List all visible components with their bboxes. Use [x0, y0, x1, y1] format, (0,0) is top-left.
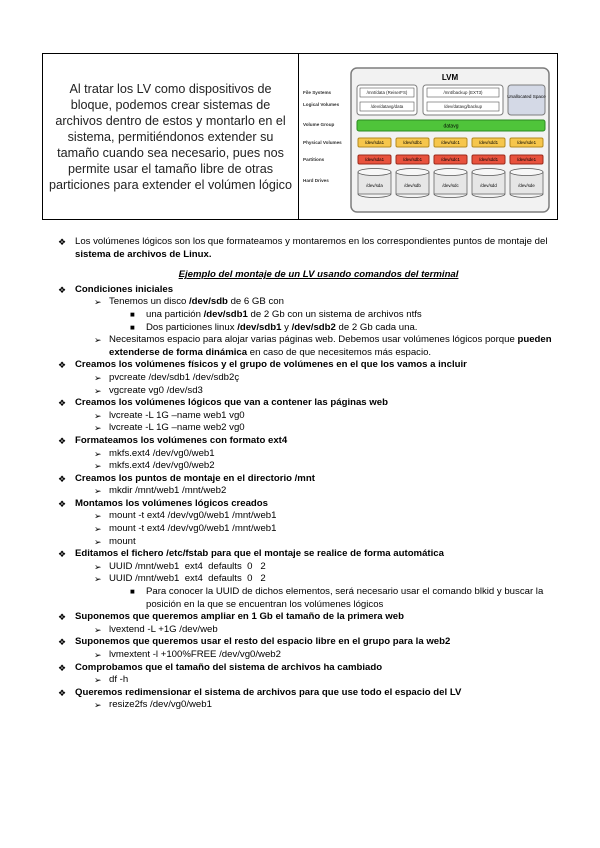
physical-volume-label-2: /dev/sdc1	[441, 140, 460, 146]
step-title: ❖ Creamos los volúmenes lógicos que van a contener las páginas web	[58, 397, 388, 409]
arrow-bullet-icon: ➢	[94, 650, 102, 660]
arrow-bullet-icon: ➢	[94, 486, 102, 497]
fs-data-label: /mnt/data (ReiserFS)	[366, 90, 408, 95]
arrow-bullet-icon: ➢	[94, 448, 102, 459]
arrow-bullet-icon: ➢	[94, 624, 102, 635]
step-command: ➢ lvcreate -L 1G –name web2 vg0	[94, 422, 245, 434]
step-title: ❖ Comprobamos que el tamaño del sistema de archivos ha cambiado	[58, 661, 383, 673]
section-title: Ejemplo del montaje de un LV usando comandos del terminal	[178, 269, 459, 281]
step-command: ➢ lvcreate -L 1G –name web1 vg0	[94, 409, 245, 421]
step-command: ➢ df -h	[94, 674, 129, 686]
diamond-bullet-icon: ❖	[58, 473, 67, 484]
pv-row	[358, 138, 543, 147]
arrow-bullet-icon: ➢	[94, 536, 102, 547]
step-command: ➢ mkfs.ext4 /dev/vg0/web2	[94, 460, 215, 472]
volume-group-label: datavg	[443, 123, 459, 130]
step-title: ❖ Creamos los volúmenes físicos y el grupo de volúmenes en el que los vamos a incluir	[58, 359, 467, 371]
arrow-bullet-icon: ➢	[94, 461, 102, 472]
step-command: ➢ lvmextent -l +100%FREE /dev/vg0/web2	[94, 649, 281, 660]
diamond-bullet-icon: ❖	[58, 549, 67, 560]
diamond-bullet-icon: ❖	[58, 360, 67, 371]
intro-box-text: Al tratar los LV como dispositivos de bloque, podemos crear sistemas de archivos dentro de estos y montarlo en el sistema, permitiéndonos extender su tamaño cuando sea necesario, pues nos permite usar el tamaño libre de otras particiones para extender el volúmen lógico	[49, 81, 292, 192]
diamond-bullet-icon: ❖	[58, 284, 67, 295]
step-title: ❖ Suponemos que queremos usar el resto del espacio libre en el grupo para la web2	[58, 636, 451, 648]
row-label-physical-volumes: Physical Volumes	[303, 140, 342, 145]
diamond-bullet-icon: ❖	[58, 498, 67, 509]
step-command: ➢ mkdir /mnt/web1 /mnt/web2	[94, 485, 227, 497]
arrow-bullet-icon: ➢	[94, 511, 102, 522]
drive-label-1: /dev/sdb	[404, 183, 421, 188]
step-command: ➢ mount -t ext4 /dev/vg0/web1 /mnt/web1	[94, 523, 277, 535]
drive-label-0: /dev/sda	[366, 183, 383, 188]
step-1-title: ❖ Condiciones iniciales	[58, 283, 174, 295]
step-command: ➢ lvextend -L +1G /dev/web	[94, 623, 218, 635]
row-label-filesystems: File Systems	[303, 90, 332, 95]
intro-box-text-cell	[43, 54, 299, 219]
partition-label-1: /dev/sdb1	[402, 157, 423, 163]
step-1-part-linux: ■ Dos particiones linux /dev/sdb1 y /dev/sdb2 de 2 Gb cada una.	[130, 321, 418, 333]
drive-label-2: /dev/sdc	[442, 183, 459, 188]
square-bullet-icon: ■	[130, 322, 135, 332]
square-bullet-icon: ■	[130, 587, 135, 597]
arrow-bullet-icon: ➢	[94, 574, 102, 585]
drive-label-4: /dev/sde	[518, 183, 535, 188]
step-command: ➢ vgcreate vg0 /dev/sd3	[94, 384, 203, 396]
step-title: ❖ Creamos los puntos de montaje en el directorio /mnt	[58, 472, 315, 484]
step-note: ■ Para conocer la UUID de dichos elementos, será necesario usar el comando blkid y buscar la posición en la que se encuentran los volúmenes lógicos	[130, 586, 544, 610]
main-content	[57, 236, 562, 712]
step-command: ➢ mount -t ext4 /dev/vg0/web1 /mnt/web1	[94, 510, 277, 522]
row-label-partitions: Partitions	[303, 157, 325, 162]
arrow-bullet-icon: ➢	[94, 372, 102, 383]
row-label-logical-volumes: Logical Volumes	[303, 102, 340, 107]
diamond-bullet-icon: ❖	[58, 398, 67, 409]
unallocated-label: Unallocated Space	[507, 94, 546, 99]
drive-row	[358, 169, 543, 198]
steps-list	[57, 359, 562, 712]
step-title: ❖ Suponemos que queremos ampliar en 1 Gb el tamaño de la primera web	[58, 611, 404, 623]
partition-label-0: /dev/sda1	[364, 157, 385, 163]
step-title: ❖ Formateamos los volúmenes con formato ext4	[58, 434, 288, 446]
intro-bullet: ❖ Los volúmenes lógicos son los que formateamos y montaremos en los correspondientes puntos de montaje del sistema de archivos de Linux.	[58, 236, 548, 260]
step-command: ➢ mkfs.ext4 /dev/vg0/web1	[94, 447, 215, 459]
physical-volume-label-3: /dev/sdd1	[478, 140, 499, 146]
step-title: ❖ Queremos redimensionar el sistema de archivos para que use todo el espacio del LV	[58, 686, 462, 698]
diamond-bullet-icon: ❖	[58, 662, 67, 673]
diamond-bullet-icon: ❖	[58, 637, 67, 648]
arrow-bullet-icon: ➢	[94, 297, 102, 308]
step-title: ❖ Editamos el fichero /etc/fstab para que el montaje se realice de forma automática	[58, 548, 444, 560]
fs-backup-label: /mnt/backup (EXT3)	[443, 90, 483, 95]
drive-label-3: /dev/sdd	[480, 183, 497, 188]
step-command: ➢ UUID /mnt/web1 ext4 defaults 0 2	[94, 560, 266, 572]
square-bullet-icon: ■	[130, 309, 135, 319]
lv-data-label: /dev/datavg/data	[370, 104, 404, 109]
arrow-bullet-icon: ➢	[94, 561, 102, 572]
lvm-title: LVM	[441, 73, 459, 82]
step-title: ❖ Montamos los volúmenes lógicos creados	[58, 497, 268, 509]
arrow-bullet-icon: ➢	[94, 385, 102, 396]
partition-label-3: /dev/sdd1	[478, 157, 499, 163]
step-1-disk: ➢ Tenemos un disco /dev/sdb de 6 GB con	[94, 296, 284, 308]
diamond-bullet-icon: ❖	[58, 612, 67, 623]
intro-box	[42, 53, 558, 220]
step-command: ➢ pvcreate /dev/sdb1 /dev/sdb2ç	[94, 371, 240, 383]
partition-label-4: /dev/sde1	[516, 157, 537, 163]
unallocated-box	[508, 85, 545, 115]
arrow-bullet-icon: ➢	[94, 700, 102, 711]
step-command: ➢ UUID /mnt/web1 ext4 defaults 0 2	[94, 573, 266, 585]
row-label-hard-drives: Hard Drives	[303, 178, 329, 183]
lv-backup-label: /dev/datavg/backup	[443, 104, 483, 109]
lvm-diagram	[301, 54, 557, 219]
arrow-bullet-icon: ➢	[94, 524, 102, 535]
step-command: ➢ resize2fs /dev/vg0/web1	[94, 699, 212, 711]
arrow-bullet-icon: ➢	[94, 423, 102, 434]
diamond-bullet-icon: ❖	[58, 435, 67, 446]
row-label-volume-group: Volume Group	[303, 122, 335, 127]
partition-row	[358, 155, 543, 164]
arrow-bullet-icon: ➢	[94, 675, 102, 686]
step-1-need: ➢ Necesitamos espacio para alojar varias páginas web. Debemos usar volúmenes lógicos porque pueden extenderse de forma dinámica en caso de que necesitemos más espacio.	[94, 334, 552, 358]
partition-label-2: /dev/sdc1	[441, 157, 460, 163]
diamond-bullet-icon: ❖	[58, 237, 67, 247]
step-1-part-ntfs: ■ una partición /dev/sdb1 de 2 Gb con un sistema de archivos ntfs	[130, 308, 422, 320]
physical-volume-label-4: /dev/sde1	[516, 140, 537, 146]
arrow-bullet-icon: ➢	[94, 410, 102, 421]
physical-volume-label-0: /dev/sda1	[364, 140, 385, 146]
diamond-bullet-icon: ❖	[58, 687, 67, 698]
arrow-bullet-icon: ➢	[94, 335, 102, 346]
physical-volume-label-1: /dev/sdb1	[402, 140, 423, 146]
step-command: ➢ mount	[94, 535, 136, 547]
